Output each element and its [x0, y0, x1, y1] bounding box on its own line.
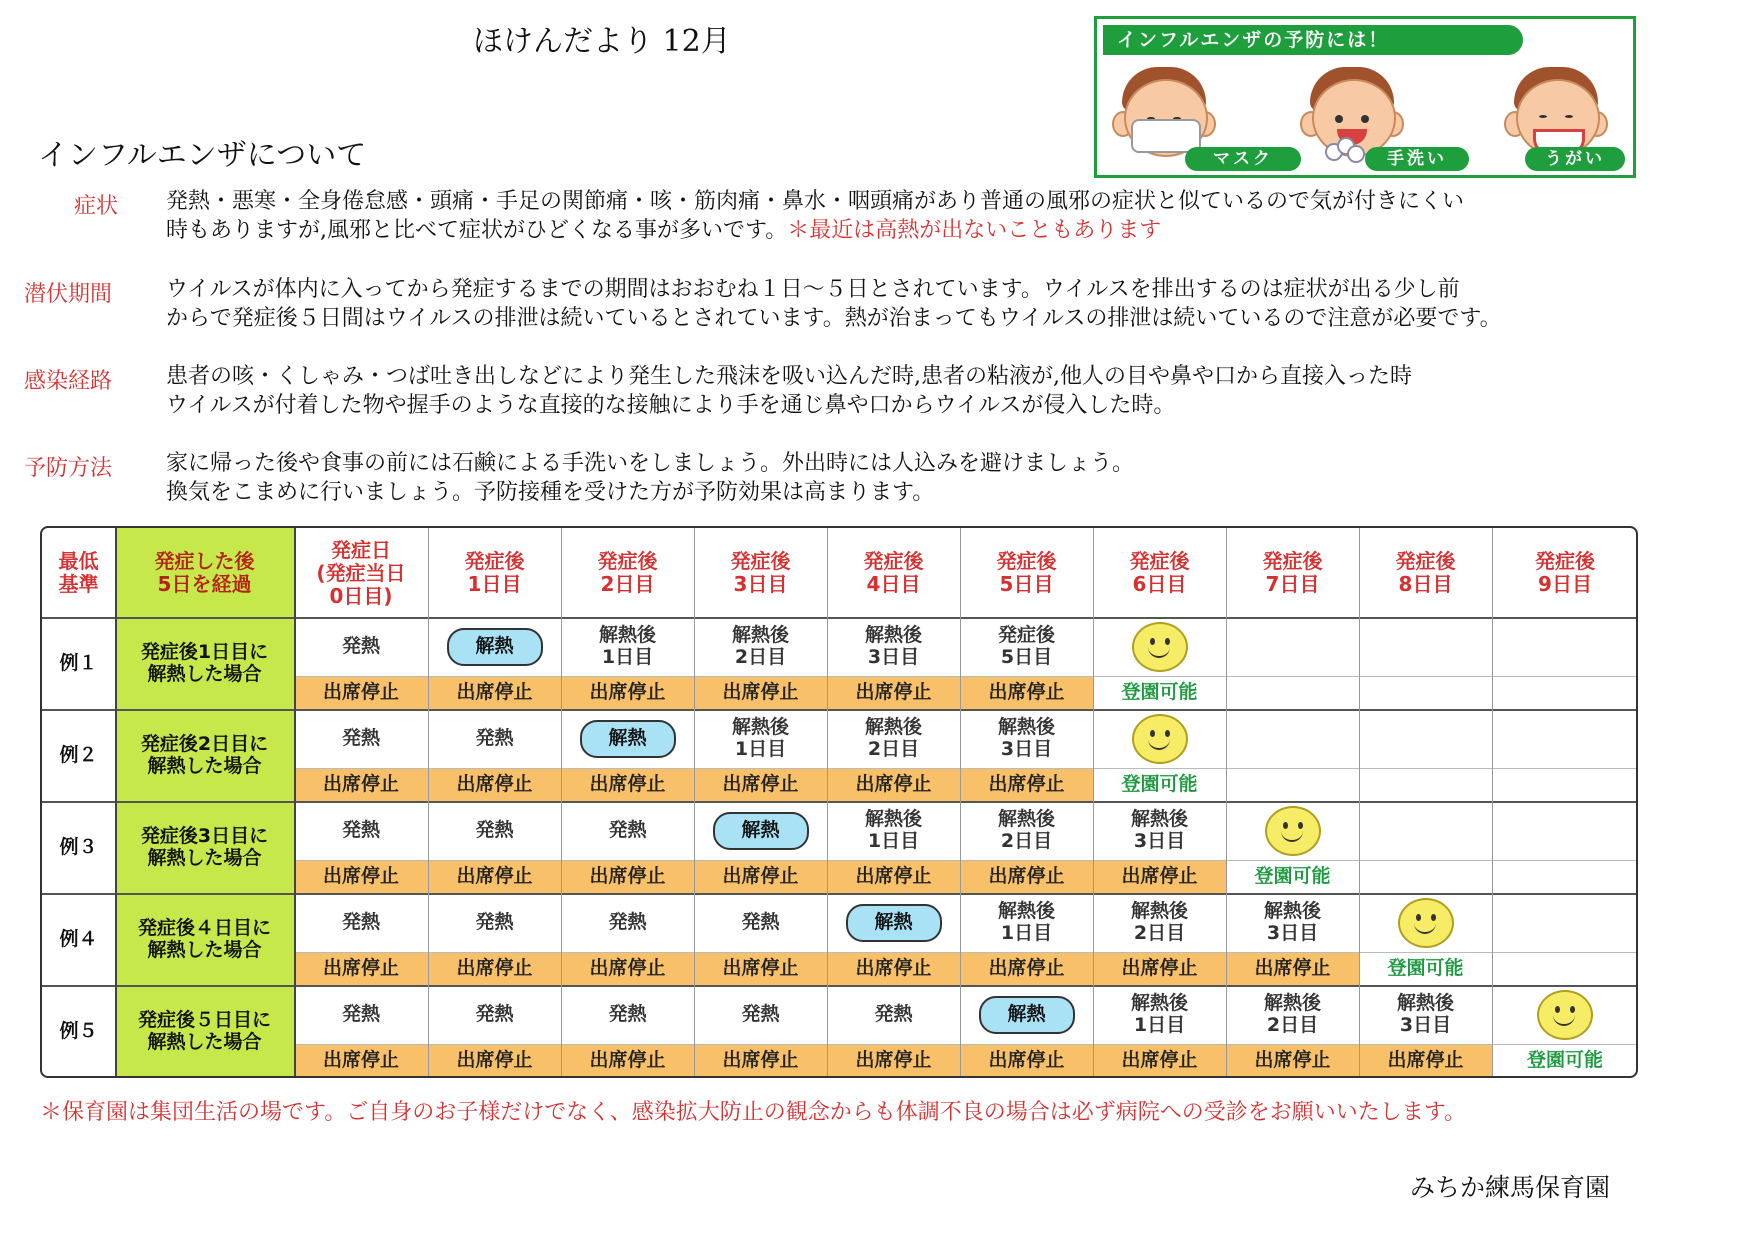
smiley-face-icon [1398, 898, 1454, 948]
status-top: 発熱 [475, 819, 514, 842]
symptoms-text [166, 187, 1464, 245]
status-top [1359, 802, 1492, 860]
smiley-face-icon [1265, 806, 1321, 856]
example-label: 例１ [59, 652, 98, 675]
smiley-icon [1093, 710, 1226, 768]
status-top: 解熱後 1日目 [1130, 992, 1188, 1036]
incubation-line-2: からで発症後５日間はウイルスの排泄は続いているとされています。熱が治まってもウイルスの排泄は続いているので注意が必要です。 [166, 306, 1502, 331]
status-top: 解熱後 2日目 [997, 808, 1055, 852]
row-divider [42, 1077, 1636, 1078]
status-top [1492, 618, 1638, 676]
attendance-empty [1226, 768, 1359, 802]
fever-break-badge: 解熱 [713, 812, 809, 850]
header-onset-day: 発症日 (発症当日 0日目) [316, 537, 406, 608]
label-gargle: うがい [1525, 147, 1625, 171]
attendance-stop: 出席停止 [294, 860, 428, 894]
attendance-stop: 出席停止 [561, 952, 694, 986]
status-top: 発熱 [608, 819, 647, 842]
header-day-8: 発症後 8日目 [1395, 549, 1456, 596]
attendance-stop: 出席停止 [694, 860, 827, 894]
header-day-2: 発症後 2日目 [597, 549, 658, 596]
example-label: 例２ [59, 744, 98, 767]
header-day-3: 発症後 3日目 [730, 549, 791, 596]
incubation-text [166, 275, 1502, 333]
example-label: 例５ [59, 1020, 98, 1043]
attendance-stop: 出席停止 [960, 676, 1093, 710]
column-divider [1492, 528, 1493, 1078]
row-divider [42, 985, 1636, 987]
incubation-line-1: ウイルスが体内に入ってから発症するまでの期間はおおむね１日〜５日とされています。ウイルスを排出するのは症状が出る少し前 [166, 277, 1460, 302]
status-top: 発熱 [341, 635, 380, 658]
status-top: 解熱後 2日目 [731, 624, 789, 668]
fever-break-cell [827, 894, 960, 952]
attendance-stop: 出席停止 [428, 1044, 561, 1078]
fever-break-badge: 解熱 [447, 628, 543, 666]
attendance-empty [1492, 860, 1638, 894]
status-top: 解熱後 1日目 [864, 808, 922, 852]
fever-break-badge: 解熱 [846, 904, 942, 942]
sub-row-divider [294, 952, 1638, 953]
row-divider [42, 801, 1636, 803]
fever-break-cell [694, 802, 827, 860]
row-divider [42, 617, 1636, 619]
column-divider [694, 528, 695, 1078]
attendance-empty [1359, 860, 1492, 894]
symptoms-line-1: 発熱・悪寒・全身倦怠感・頭痛・手足の関節痛・咳・筋肉痛・鼻水・咽頭痛があり普通の風邪の症状と似ているので気が付きにくい [166, 189, 1465, 214]
status-top: 解熱後 3日目 [1396, 992, 1454, 1036]
attendance-stop: 出席停止 [694, 676, 827, 710]
header-min-standard: 最低 基準 [58, 549, 99, 596]
attendance-stop: 出席停止 [1093, 1044, 1226, 1078]
status-top: 発熱 [341, 819, 380, 842]
attendance-stop: 出席停止 [694, 1044, 827, 1078]
status-top: 発症後 5日目 [997, 624, 1055, 668]
column-divider [960, 528, 961, 1078]
prevention-text [166, 449, 1134, 507]
header-day-7: 発症後 7日目 [1262, 549, 1323, 596]
illustration-banner: インフルエンザの予防には！ [1103, 25, 1523, 55]
status-top [1359, 710, 1492, 768]
header-five-days-label: 発症した後 5日を経過 [154, 549, 255, 596]
header-day-6: 発症後 6日目 [1129, 549, 1190, 596]
attendance-stop: 出席停止 [960, 1044, 1093, 1078]
example-description: 発症後3日目に 解熱した場合 [140, 825, 269, 869]
status-top: 発熱 [341, 1003, 380, 1026]
status-top: 解熱後 3日目 [1263, 900, 1321, 944]
smiley-icon [1359, 894, 1492, 952]
example-description: 発症後2日目に 解熱した場合 [140, 733, 269, 777]
smiley-icon [1226, 802, 1359, 860]
attendance-stop: 出席停止 [428, 952, 561, 986]
smiley-face-icon [1132, 622, 1188, 672]
status-top: 解熱後 3日目 [997, 716, 1055, 760]
column-divider [1226, 528, 1227, 1078]
attendance-stop: 出席停止 [827, 952, 960, 986]
status-top: 発熱 [341, 727, 380, 750]
prevention-illustration [1094, 16, 1636, 178]
route-text [166, 362, 1412, 420]
attendance-stop: 出席停止 [1226, 1044, 1359, 1078]
smiley-icon [1093, 618, 1226, 676]
column-divider [1359, 528, 1360, 1078]
prevention-line-2: 換気をこまめに行いましょう。予防接種を受けた方が予防効果は高まります。 [166, 480, 935, 505]
status-top: 解熱後 2日目 [1263, 992, 1321, 1036]
attendance-stop: 出席停止 [561, 768, 694, 802]
status-top: 解熱後 2日目 [864, 716, 922, 760]
sub-row-divider [294, 1044, 1638, 1045]
attendance-stop: 出席停止 [827, 676, 960, 710]
status-top: 解熱後 1日目 [731, 716, 789, 760]
section-heading: インフルエンザについて [38, 138, 367, 173]
attendance-ok: 登園可能 [1387, 957, 1464, 980]
newsletter-title: ほけんだより 12月 [473, 24, 731, 59]
attendance-stop: 出席停止 [1093, 860, 1226, 894]
example-description: 発症後1日目に 解熱した場合 [140, 641, 269, 685]
column-divider [827, 528, 828, 1078]
attendance-ok: 登園可能 [1121, 681, 1198, 704]
attendance-empty [1359, 676, 1492, 710]
attendance-stop: 出席停止 [960, 860, 1093, 894]
status-top: 解熱後 1日目 [598, 624, 656, 668]
attendance-stop: 出席停止 [428, 768, 561, 802]
incubation-label: 潜伏期間 [24, 282, 113, 307]
column-divider [115, 528, 117, 1078]
symptoms-line-2: 時もありますが,風邪と比べて症状がひどくなる事が多いです。＊最近は高熱が出ないこともあります [166, 218, 1162, 243]
header-day-1: 発症後 1日目 [464, 549, 525, 596]
status-top [1359, 618, 1492, 676]
attendance-empty [1226, 676, 1359, 710]
label-mask: マスク [1185, 147, 1301, 171]
attendance-stop: 出席停止 [428, 676, 561, 710]
fever-break-badge: 解熱 [580, 720, 676, 758]
prevention-line-1: 家に帰った後や食事の前には石鹸による手洗いをしましょう。外出時には人込みを避けましょう。 [166, 451, 1135, 476]
attendance-stop: 出席停止 [561, 676, 694, 710]
status-top [1492, 710, 1638, 768]
status-top [1226, 618, 1359, 676]
status-top: 解熱後 3日目 [1130, 808, 1188, 852]
header-day-5: 発症後 5日目 [996, 549, 1057, 596]
status-top: 発熱 [341, 911, 380, 934]
column-divider [561, 528, 562, 1078]
attendance-stop: 出席停止 [428, 860, 561, 894]
row-divider [42, 893, 1636, 895]
header-day-9: 発症後 9日目 [1535, 549, 1595, 596]
attendance-stop: 出席停止 [694, 952, 827, 986]
example-label: 例３ [59, 836, 98, 859]
footnote: ＊保育園は集団生活の場です。ご自身のお子様だけでなく、感染拡大防止の観念からも体調不良の場合は必ず病院への受診をお願いいたします。 [40, 1100, 1467, 1125]
status-top: 発熱 [475, 911, 514, 934]
attendance-stop: 出席停止 [827, 1044, 960, 1078]
status-top: 解熱後 2日目 [1130, 900, 1188, 944]
attendance-empty [1492, 768, 1638, 802]
status-top: 解熱後 3日目 [864, 624, 922, 668]
example-description: 発症後５日目に 解熱した場合 [137, 1009, 271, 1053]
status-top [1226, 710, 1359, 768]
attendance-ok: 登園可能 [1254, 865, 1331, 888]
column-divider [428, 528, 429, 1078]
route-line-2: ウイルスが付着した物や握手のような直接的な接触により手を通じ鼻や口からウイルスが侵入した時。 [166, 393, 1176, 418]
soap-bubbles-icon [1325, 137, 1365, 159]
school-name: みちか練馬保育園 [1410, 1173, 1611, 1202]
attendance-stop: 出席停止 [294, 768, 428, 802]
status-top: 発熱 [475, 1003, 514, 1026]
status-top: 解熱後 1日目 [997, 900, 1055, 944]
route-line-1: 患者の咳・くしゃみ・つば吐き出しなどにより発生した飛沫を吸い込んだ時,患者の粘液が,他人の目や鼻や口から直接入った時 [166, 364, 1412, 389]
attendance-stop: 出席停止 [294, 952, 428, 986]
sub-row-divider [294, 860, 1638, 861]
status-top: 発熱 [741, 1003, 780, 1026]
row-divider [42, 709, 1636, 711]
attendance-stop: 出席停止 [694, 768, 827, 802]
attendance-stop: 出席停止 [960, 952, 1093, 986]
sub-row-divider [294, 676, 1638, 677]
attendance-stop: 出席停止 [1226, 952, 1359, 986]
sub-row-divider [294, 768, 1638, 769]
attendance-empty [1359, 768, 1492, 802]
attendance-stop: 出席停止 [294, 676, 428, 710]
example-description: 発症後４日目に 解熱した場合 [137, 917, 271, 961]
prevention-label: 予防方法 [24, 456, 113, 481]
attendance-stop: 出席停止 [827, 768, 960, 802]
status-top [1492, 894, 1638, 952]
fever-break-cell [960, 986, 1093, 1044]
status-top: 発熱 [874, 1003, 913, 1026]
attendance-stop: 出席停止 [561, 860, 694, 894]
attendance-empty [1492, 676, 1638, 710]
column-divider [1093, 528, 1094, 1078]
attendance-stop: 出席停止 [827, 860, 960, 894]
route-label: 感染経路 [24, 369, 113, 394]
label-handwash: 手洗い [1365, 147, 1469, 171]
smiley-face-icon [1132, 714, 1188, 764]
fever-break-cell [428, 618, 561, 676]
smiley-icon [1492, 986, 1638, 1044]
attendance-stop: 出席停止 [294, 1044, 428, 1078]
smiley-face-icon [1537, 990, 1593, 1040]
attendance-stop: 出席停止 [561, 1044, 694, 1078]
status-top [1492, 802, 1638, 860]
attendance-stop: 出席停止 [960, 768, 1093, 802]
fever-break-badge: 解熱 [979, 996, 1075, 1034]
attendance-ok: 登園可能 [1121, 773, 1198, 796]
attendance-ok: 登園可能 [1526, 1049, 1603, 1072]
attendance-empty [1492, 952, 1638, 986]
column-divider [294, 528, 296, 1078]
attendance-schedule-table [40, 526, 1638, 1078]
header-day-4: 発症後 4日目 [863, 549, 924, 596]
symptoms-label: 症状 [74, 194, 119, 219]
example-label: 例４ [59, 928, 98, 951]
attendance-stop: 出席停止 [1359, 1044, 1492, 1078]
status-top: 発熱 [475, 727, 514, 750]
fever-break-cell [561, 710, 694, 768]
symptoms-note: ＊最近は高熱が出ないこともあります [787, 218, 1162, 243]
status-top: 発熱 [608, 911, 647, 934]
status-top: 発熱 [608, 1003, 647, 1026]
status-top: 発熱 [741, 911, 780, 934]
attendance-stop: 出席停止 [1093, 952, 1226, 986]
